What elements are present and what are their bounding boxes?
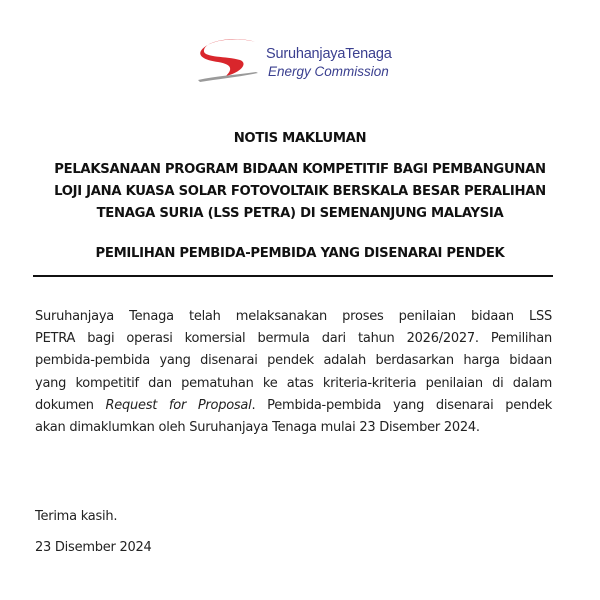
subject-line-1: PELAKSANAAN PROGRAM BIDAAN KOMPETITIF BAGI PEMBANGUNAN bbox=[54, 162, 546, 177]
sub-heading: PEMILIHAN PEMBIDA-PEMBIDA YANG DISENARAI PENDEK bbox=[95, 246, 505, 261]
body-line-5 bbox=[35, 395, 552, 417]
energy-commission-logo bbox=[196, 36, 396, 86]
horizontal-divider bbox=[33, 275, 553, 277]
logo-name-english: Energy Commission bbox=[268, 64, 389, 79]
body-line-1: Suruhanjaya Tenaga telah melaksanakan proses penilaian bidaan LSS bbox=[35, 309, 552, 324]
rfp-document-title: Request for Proposal bbox=[105, 397, 252, 413]
notice-title: NOTIS MAKLUMAN bbox=[233, 131, 367, 146]
body-line-2: PETRA bagi operasi komersial bermula dari tahun 2026/2027. Pemilihan bbox=[35, 331, 552, 347]
body-line-5-suffix: . Pembida-pembida yang disenarai pendek bbox=[251, 397, 552, 413]
logo-name-malay: SuruhanjayaTenaga bbox=[266, 46, 392, 62]
body-line-6: akan dimaklumkan oleh Suruhanjaya Tenaga mulai 23 Disember 2024. bbox=[35, 420, 480, 436]
notice-date: 23 Disember 2024 bbox=[35, 540, 152, 555]
energy-commission-swoosh-icon bbox=[196, 36, 266, 86]
subject-line-2: LOJI JANA KUASA SOLAR FOTOVOLTAIK BERSKALA BESAR PERALIHAN bbox=[54, 184, 546, 199]
notice-body bbox=[35, 306, 552, 439]
closing-thanks: Terima kasih. bbox=[35, 509, 118, 524]
body-line-3: pembida-pembida yang disenarai pendek adalah berdasarkan harga bidaan bbox=[35, 353, 552, 369]
body-line-5-prefix: dokumen bbox=[35, 397, 106, 413]
subject-line-3: TENAGA SURIA (LSS PETRA) DI SEMENANJUNG MALAYSIA bbox=[96, 206, 504, 221]
body-line-4: yang kompetitif dan pematuhan ke atas kriteria-kriteria penilaian di dalam bbox=[35, 375, 552, 391]
